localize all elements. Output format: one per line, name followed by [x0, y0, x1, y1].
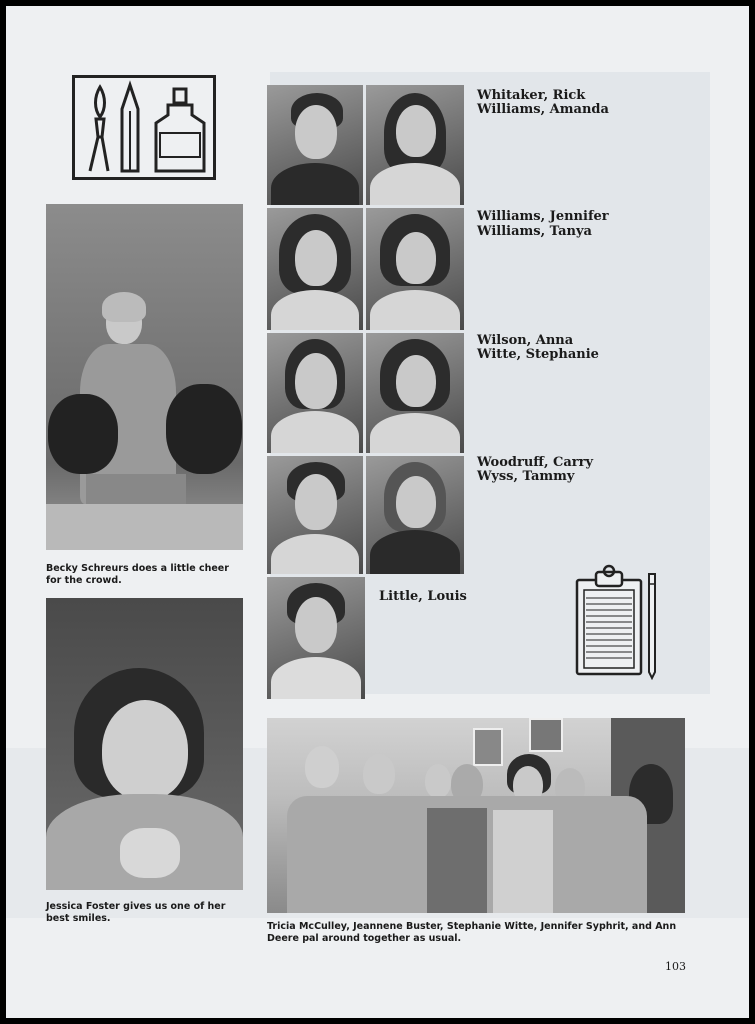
- portrait-williams-tanya: [366, 208, 464, 330]
- cheer-photo: [46, 204, 243, 550]
- yearbook-page: [6, 6, 749, 1018]
- name-label: Witte, Stephanie: [477, 347, 599, 362]
- portrait-witte-stephanie: [366, 333, 464, 453]
- name-label: Wilson, Anna: [477, 333, 574, 348]
- name-label: Williams, Jennifer: [477, 209, 609, 224]
- name-label: Woodruff, Carry: [477, 455, 594, 470]
- art-supplies-icon: [72, 75, 216, 180]
- name-label: Williams, Amanda: [477, 102, 609, 117]
- portrait-woodruff-carry: [267, 456, 363, 574]
- name-label: Wyss, Tammy: [477, 469, 575, 484]
- name-label: Little, Louis: [379, 589, 467, 604]
- portrait-little-louis: [267, 577, 365, 699]
- name-label: Williams, Tanya: [477, 224, 592, 239]
- portrait-williams-amanda: [366, 85, 464, 205]
- portrait-wilson-anna: [267, 333, 363, 453]
- portrait-williams-jennifer: [267, 208, 363, 330]
- smile-photo: [46, 598, 243, 890]
- cheer-caption: Becky Schreurs does a little cheer for the crowd.: [46, 563, 229, 586]
- group-caption: Tricia McCulley, Jeannene Buster, Stephanie Witte, Jennifer Syphrit, and Ann Deere pal around together as usual.: [267, 921, 677, 944]
- smile-caption: Jessica Foster gives us one of her best smiles.: [46, 901, 226, 924]
- group-photo: [267, 718, 685, 913]
- name-label: Whitaker, Rick: [477, 88, 586, 103]
- page-number: 103: [665, 960, 686, 973]
- portrait-whitaker-rick: [267, 85, 363, 205]
- portrait-wyss-tammy: [366, 456, 464, 574]
- clipboard-pencil-icon: [574, 562, 664, 680]
